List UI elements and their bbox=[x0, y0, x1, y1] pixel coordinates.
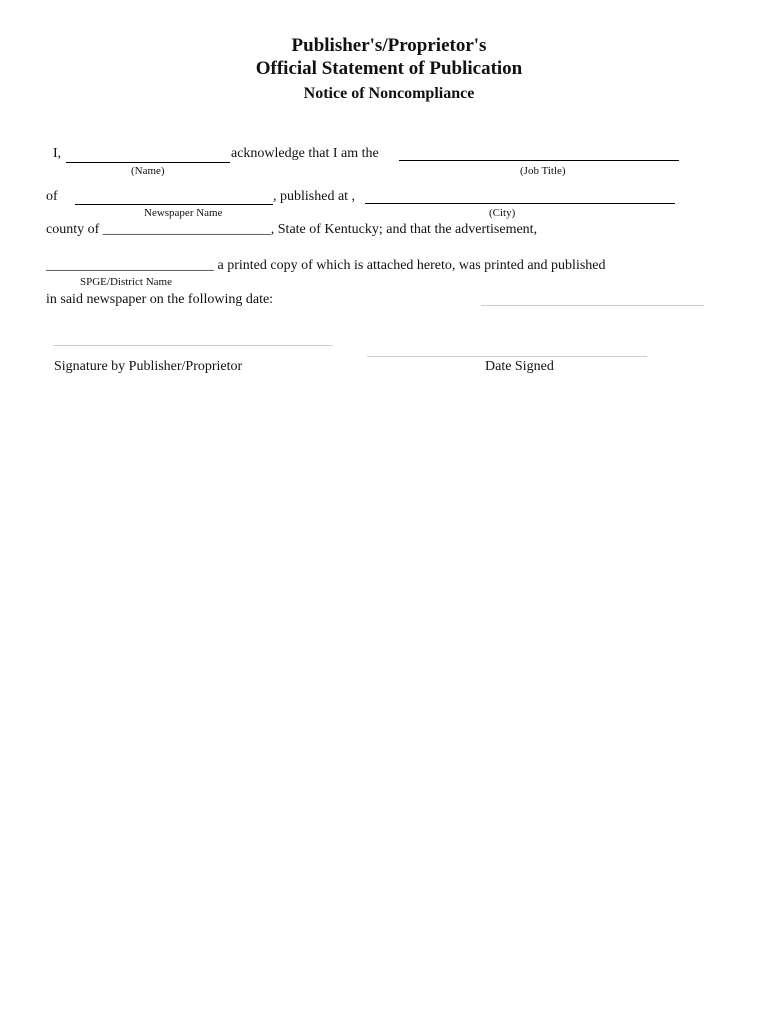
city-field[interactable] bbox=[365, 203, 675, 204]
name-caption: (Name) bbox=[131, 165, 165, 177]
name-field[interactable] bbox=[66, 162, 230, 163]
job-title-caption: (Job Title) bbox=[520, 165, 566, 177]
city-caption: (City) bbox=[489, 207, 516, 219]
row2-published-text: , published at , bbox=[273, 189, 356, 204]
county-statement: county of ________________________, State of Kentucky; and that the advertisement, bbox=[46, 222, 538, 237]
signature-label: Signature by Publisher/Proprietor bbox=[54, 359, 243, 374]
publication-date-statement: in said newspaper on the following date: bbox=[46, 292, 274, 307]
row1-acknowledge-text: acknowledge that I am the bbox=[231, 146, 379, 161]
date-signed-field[interactable] bbox=[367, 356, 647, 357]
advertisement-statement: ________________________ a printed copy of which is attached hereto, was printed and published bbox=[46, 258, 606, 273]
row1-prefix: I, bbox=[53, 146, 62, 161]
document-subtitle: Notice of Noncompliance bbox=[303, 85, 475, 102]
publication-date-field[interactable] bbox=[481, 305, 704, 306]
date-signed-label: Date Signed bbox=[485, 359, 554, 374]
job-title-field[interactable] bbox=[399, 160, 679, 161]
row2-prefix: of bbox=[46, 189, 58, 204]
spge-district-caption: SPGE/District Name bbox=[80, 276, 172, 288]
document-title-line1: Publisher's/Proprietor's bbox=[291, 35, 487, 56]
signature-field[interactable] bbox=[53, 345, 333, 346]
newspaper-name-caption: Newspaper Name bbox=[144, 207, 223, 219]
document-title-line2: Official Statement of Publication bbox=[255, 58, 523, 79]
newspaper-name-field[interactable] bbox=[75, 204, 273, 205]
